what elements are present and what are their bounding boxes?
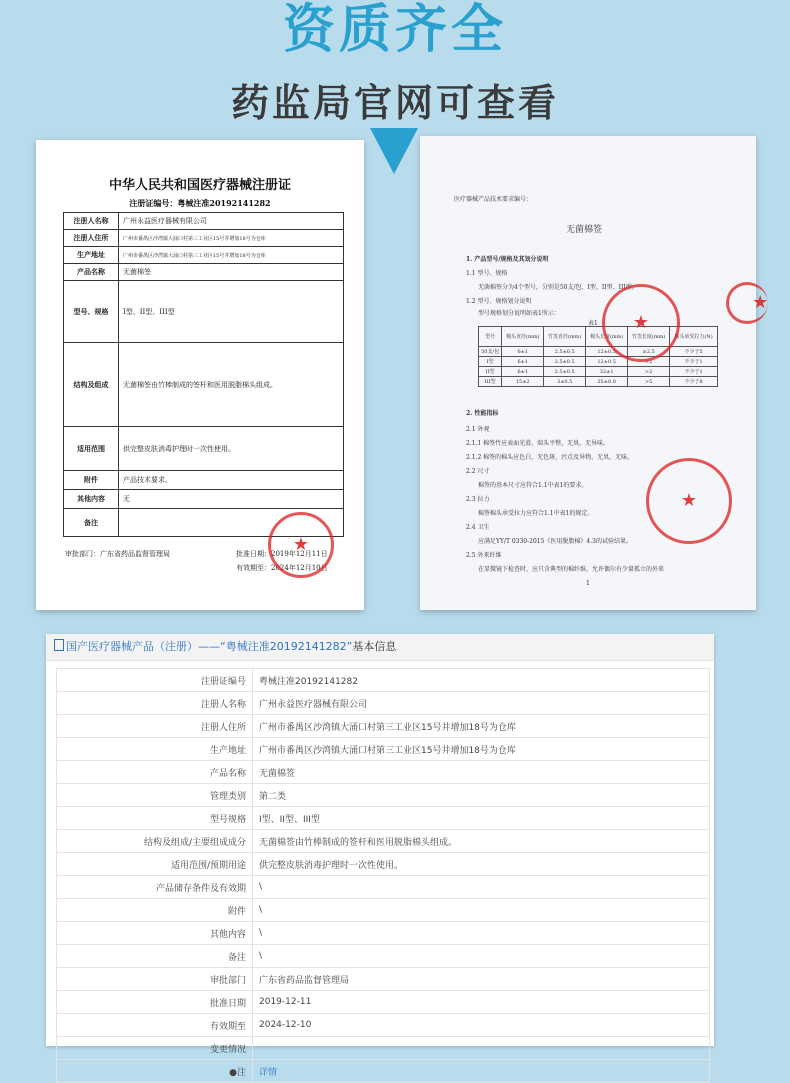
doc-s2-3: 2.3 拉力 (466, 496, 490, 503)
doc-table-cell: 3±0.5 (544, 377, 586, 387)
doc-table-cell: 25±0.8 (586, 377, 628, 387)
cert-row-label: 其他内容 (64, 490, 119, 509)
doc-table-cell: 12±0.5 (586, 357, 628, 367)
row-label: 批准日期 (57, 991, 253, 1014)
table-row (57, 1060, 710, 1083)
cert-row-value: 无菌棉签 (119, 264, 344, 281)
doc-table-cell: 2.5±0.5 (544, 367, 586, 377)
certificate-authority: 审批部门：广东省药品监督管理局 (65, 550, 170, 558)
doc-s2-1-1: 2.1.1 棉签竹应表面光滑，端头平整，无臭，无异味。 (466, 440, 610, 447)
table-row (57, 1014, 710, 1037)
doc-table-cell: 50支/包 (479, 347, 502, 357)
cert-row-label: 附件 (64, 471, 119, 490)
cert-row-label: 备注 (64, 509, 119, 537)
row-label: 注册证编号 (57, 669, 253, 692)
doc-table-cell: II型 (479, 367, 502, 377)
doc-table-header: 棉头直径(mm) (502, 327, 544, 347)
table-row (57, 922, 710, 945)
row-label: ●注 (57, 1060, 253, 1083)
row-label: 型号规格 (57, 807, 253, 830)
table-row (57, 876, 710, 899)
official-seal-icon: ★ (726, 282, 768, 324)
table-row (57, 968, 710, 991)
doc-s2-2-text: 棉签的基本尺寸应符合1.1中表1的要求。 (478, 482, 588, 489)
registry-info-panel (46, 634, 714, 1078)
details-link[interactable]: 详情 (253, 1060, 710, 1083)
doc-table-cell: 6±1 (502, 347, 544, 357)
row-value: 无菌棉签由竹棒制成的签杆和医用脱脂棉头组成。 (253, 830, 710, 853)
doc-s2-1: 2.1 外观 (466, 426, 490, 433)
doc-page-number: 1 (586, 580, 590, 587)
cert-row-label: 适用范围 (64, 427, 119, 471)
doc-table-header: 型号 (479, 327, 502, 347)
doc-section-2: 2. 性能指标 (466, 410, 499, 417)
doc-table-header: 棉头承受拉力(N) (670, 327, 718, 347)
document-icon (54, 639, 64, 651)
table-row (57, 807, 710, 830)
row-value: 广东省药品监督管理局 (253, 968, 710, 991)
doc-table-cell: 2.5±0.5 (544, 357, 586, 367)
row-label: 生产地址 (57, 738, 253, 761)
row-value: I型、II型、III型 (253, 807, 710, 830)
doc-table-cell: 6±1 (502, 357, 544, 367)
doc-table-caption: 表1 (588, 320, 598, 327)
row-value: 2019-12-11 (253, 991, 710, 1014)
doc-table-cell: 2.5±0.5 (544, 347, 586, 357)
cert-row-value: 供完整皮肤消毒护理时一次性使用。 (119, 427, 344, 471)
row-value: \ (253, 876, 710, 899)
row-label: 变更情况 (57, 1037, 253, 1060)
hero-title: 资质齐全 (282, 0, 507, 60)
doc-table-cell: 不少于8 (670, 377, 718, 387)
doc-s2-2: 2.2 尺寸 (466, 468, 490, 475)
doc-table-cell: >2 (628, 367, 670, 377)
doc-table-cell: 12±0.5 (586, 347, 628, 357)
row-label: 适用范围/预期用途 (57, 853, 253, 876)
doc-s2-3-text: 棉签棉头承受拉力应符合1.1中表1的规定。 (478, 510, 594, 517)
panel-header-link[interactable]: “粤械注准20192141282” (220, 640, 353, 653)
cert-row-label: 注册人名称 (64, 213, 119, 230)
cert-row-label: 产品名称 (64, 264, 119, 281)
row-value: \ (253, 945, 710, 968)
official-seal-icon: ★ (268, 512, 334, 578)
certificate-number: 注册证编号：粤械注准20192141282 (129, 198, 271, 208)
official-seal-icon: ★ (646, 458, 732, 544)
row-label: 注册人住所 (57, 715, 253, 738)
doc-table-cell: 不少于5 (670, 347, 718, 357)
down-arrow-icon (370, 128, 418, 174)
table-row (57, 784, 710, 807)
doc-s2-4-text: 应满足YY/T 0330-2015《医用脱脂棉》4.3的试验结果。 (478, 538, 632, 545)
row-value: \ (253, 899, 710, 922)
row-label: 产品储存条件及有效期 (57, 876, 253, 899)
certificate-valid-until: 有效期至：2024年12月10日 (236, 564, 328, 572)
doc-table-cell: 15±2 (502, 377, 544, 387)
doc-s2-1-2: 2.1.2 棉签的棉头应色白，无色斑、污点及异物，无臭，无味。 (466, 454, 634, 461)
row-value: 无菌棉签 (253, 761, 710, 784)
doc-table-cell: 不少于1 (670, 367, 718, 377)
table-row (57, 830, 710, 853)
info-table (56, 668, 710, 1083)
row-label: 产品名称 (57, 761, 253, 784)
table-row (57, 899, 710, 922)
table-row (57, 738, 710, 761)
row-label: 其他内容 (57, 922, 253, 945)
table-row (57, 669, 710, 692)
row-label: 注册人名称 (57, 692, 253, 715)
row-value (253, 1037, 710, 1060)
certificate-table (63, 212, 344, 537)
row-value: 2024-12-10 (253, 1014, 710, 1037)
row-value: 粤械注准20192141282 (253, 669, 710, 692)
row-value: 广州永益医疗器械有限公司 (253, 692, 710, 715)
official-seal-icon: ★ (602, 284, 680, 362)
doc-title: 无菌棉签 (566, 225, 603, 235)
doc-section-1: 1. 产品型号/规格及其划分说明 (466, 256, 549, 263)
doc-table-cell: ≥2.5 (628, 347, 670, 357)
panel-header-suffix: 基本信息 (352, 640, 397, 653)
doc-table-cell: >2 (628, 357, 670, 367)
cert-row-value: I型、II型、III型 (119, 281, 344, 343)
hero-subtitle: 药监局官网可查看 (230, 81, 559, 125)
certificate-title: 中华人民共和国医疗器械注册证 (108, 178, 291, 193)
panel-header (46, 634, 714, 661)
table-row (57, 991, 710, 1014)
row-label: 审批部门 (57, 968, 253, 991)
doc-table-cell: 6±1 (502, 367, 544, 377)
doc-table-cell: I型 (479, 357, 502, 367)
cert-row-value: 产品技术要求。 (119, 471, 344, 490)
table-row (57, 1037, 710, 1060)
doc-s2-5: 2.5 外来纤维 (466, 552, 502, 559)
doc-spec-table (478, 326, 718, 387)
panel-header-prefix: 国产医疗器械产品（注册）—— (66, 640, 220, 653)
cert-row-value: 无菌棉签由竹棒制成的签杆和医用脱脂棉头组成。 (119, 343, 344, 427)
doc-table-cell: >5 (628, 377, 670, 387)
doc-table-cell: 不少于1 (670, 357, 718, 367)
technical-requirement-document (420, 136, 769, 610)
doc-s2-5-text: 在显微镜下检查时，应只含典型的棉纤维，允许偶尔有少量孤立的外来 (478, 566, 665, 573)
doc-s1-2-text: 型号规格划分说明如表1所示： (478, 310, 560, 317)
row-label: 管理类别 (57, 784, 253, 807)
doc-s1-1: 1.1 型号、规格 (466, 270, 508, 277)
cert-row-value: 广州市番禺区沙湾镇大涌口村第三工业区15号井增加18号为仓库 (119, 230, 344, 247)
table-row (57, 945, 710, 968)
doc-header: 医疗器械产品技术要求编号： (454, 196, 533, 203)
cert-row-value: 广州永益医疗器械有限公司 (119, 213, 344, 230)
cert-row-label: 生产地址 (64, 247, 119, 264)
cert-row-label: 结构及组成 (64, 343, 119, 427)
doc-s1-1-text: 无菌棉签分为4个型号，分别是50支/包、I型、II型、III型。 (478, 284, 638, 291)
row-value: 第二类 (253, 784, 710, 807)
doc-table-cell: 32±1 (586, 367, 628, 377)
doc-table-header: 棉头长度(mm) (586, 327, 628, 347)
row-label: 有效期至 (57, 1014, 253, 1037)
cert-row-value: 广州市番禺区沙湾镇大涌口村第三工业区15号井增加18号为仓库 (119, 247, 344, 264)
cert-row-label: 注册人住所 (64, 230, 119, 247)
row-label: 结构及组成/主要组成成分 (57, 830, 253, 853)
cert-row-value: 无 (119, 490, 344, 509)
doc-s1-2: 1.2 型号、规格划分说明 (466, 298, 532, 305)
row-value: 广州市番禺区沙湾镇大涌口村第三工业区15号井增加18号为仓库 (253, 715, 710, 738)
table-row (57, 715, 710, 738)
table-row (57, 761, 710, 784)
row-label: 备注 (57, 945, 253, 968)
table-row (57, 692, 710, 715)
certificate-approval-date: 批准日期：2019年12月11日 (236, 550, 328, 558)
registration-certificate (36, 140, 364, 610)
doc-table-header: 竹签直径(mm) (544, 327, 586, 347)
table-row (57, 853, 710, 876)
row-value: \ (253, 922, 710, 945)
row-value: 供完整皮肤消毒护理时一次性使用。 (253, 853, 710, 876)
doc-table-cell: III型 (479, 377, 502, 387)
row-label: 附件 (57, 899, 253, 922)
doc-table-header: 竹签长度(mm) (628, 327, 670, 347)
doc-s2-4: 2.4 卫生 (466, 524, 490, 531)
cert-row-label: 型号、规格 (64, 281, 119, 343)
row-value: 广州市番禺区沙湾镇大涌口村第三工业区15号井增加18号为仓库 (253, 738, 710, 761)
